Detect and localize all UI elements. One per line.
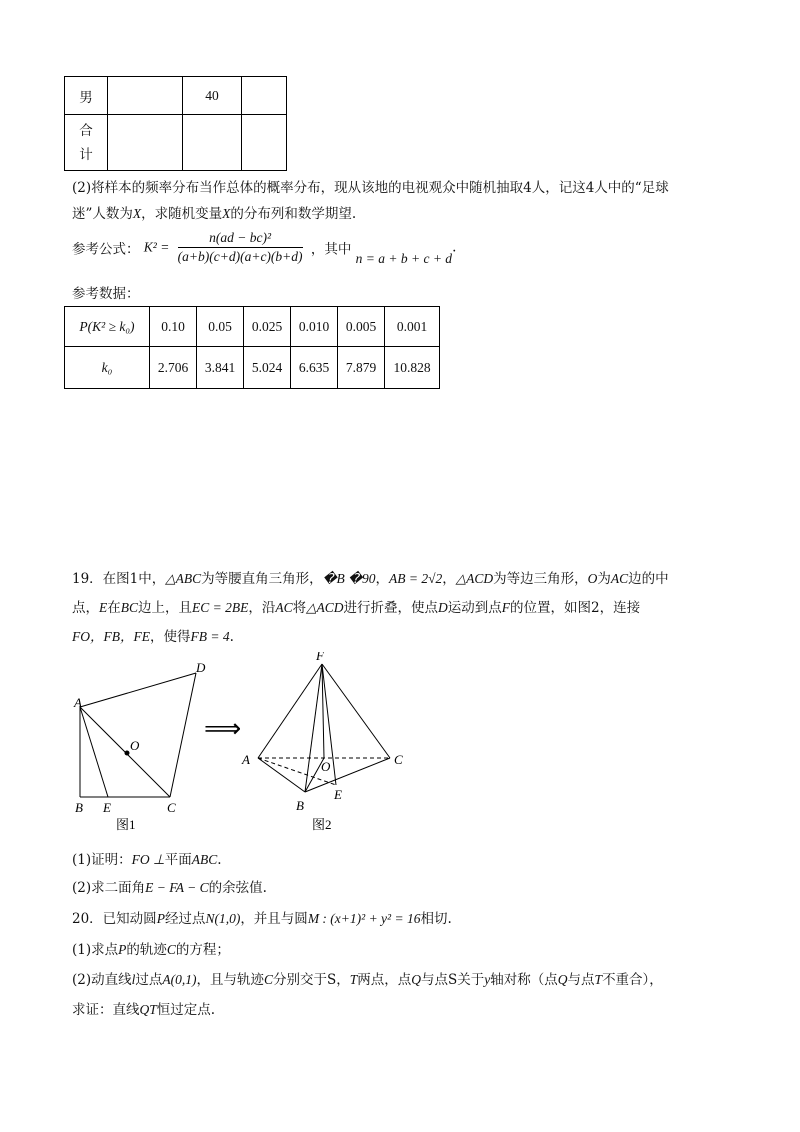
k-value: 6.635: [291, 347, 338, 389]
text: 边上，且: [138, 600, 193, 616]
table-cell: [108, 77, 183, 115]
var-x: X: [132, 206, 142, 221]
math: BC: [120, 600, 139, 615]
table-cell: [242, 77, 287, 115]
p-value: 0.005: [338, 307, 385, 347]
q20-line1: [72, 907, 452, 927]
text: ，: [375, 571, 389, 587]
p-value: 0.05: [197, 307, 244, 347]
text: ，且与轨迹: [196, 972, 265, 988]
q20-part2-line2: [72, 998, 215, 1018]
math: AC: [610, 571, 629, 586]
math: △ABC: [165, 571, 202, 586]
figures-svg: [60, 652, 440, 842]
total-label-1: 合: [79, 122, 93, 138]
math: △ACD: [306, 600, 344, 615]
text: ，: [442, 571, 456, 587]
gender-table: [64, 76, 287, 171]
q19-part2: [72, 876, 267, 896]
formula-fraction: [178, 230, 303, 265]
label-c: C: [167, 800, 176, 815]
text: 关于: [457, 972, 485, 988]
data-label: 参考数据：: [72, 286, 140, 302]
text: 相切.: [420, 911, 452, 927]
math: C: [166, 942, 176, 957]
text: 的分布列和数学期望.: [230, 206, 357, 222]
math: AC: [275, 600, 293, 615]
text: 平面: [164, 852, 192, 868]
text: 的轨迹: [126, 942, 167, 958]
formula-line: [72, 230, 456, 267]
math: FB = 4: [190, 629, 230, 644]
text: ，并且与圆: [240, 911, 308, 927]
k-value: 7.879: [338, 347, 385, 389]
formula-denominator: (a+b)(c+d)(a+c)(b+d): [177, 249, 303, 264]
var-x: X: [222, 206, 231, 221]
q19-line2: [72, 596, 640, 616]
math: l: [131, 972, 136, 987]
math: C: [264, 972, 274, 987]
p-value: 0.010: [291, 307, 338, 347]
math: T: [594, 972, 603, 987]
text: 为: [597, 571, 611, 587]
math: O: [587, 571, 598, 586]
label-o: O: [130, 738, 140, 753]
text: (1)证明：: [72, 852, 132, 868]
total-label-2: 计: [79, 146, 93, 162]
text: 点，: [72, 600, 99, 616]
text: ，沿: [248, 600, 276, 616]
text: 为等腰直角三角形，: [201, 571, 323, 587]
text: .: [229, 629, 234, 645]
math: E: [99, 600, 108, 615]
math: FO ⊥: [131, 852, 165, 867]
text: .: [217, 852, 222, 868]
math: P: [118, 942, 127, 957]
p-value: 0.025: [244, 307, 291, 347]
math: ABC: [191, 852, 218, 867]
text: 求证：直线: [72, 1002, 140, 1018]
text: 的位置，如图2，连接: [510, 600, 641, 616]
text: 过点: [135, 972, 163, 988]
math: A(0,1): [162, 972, 197, 987]
math: FO，FB，FE: [72, 629, 150, 644]
math: P: [156, 911, 165, 926]
math: E − FA − C: [145, 880, 209, 895]
ref-header-k: k₀: [65, 347, 150, 389]
label-b: B: [75, 800, 83, 815]
math: S: [448, 972, 458, 988]
text: 20．已知动圆: [72, 911, 157, 927]
math: S: [327, 972, 337, 988]
text: 运动到点: [447, 600, 502, 616]
text: 不重合），: [602, 972, 663, 988]
text: ，使得: [149, 629, 191, 645]
math: QT: [139, 1002, 157, 1017]
q20-part1: [72, 938, 230, 958]
text: 与点: [421, 972, 449, 988]
table-cell: [108, 115, 183, 171]
text: 恒过定点.: [156, 1002, 216, 1018]
text: 在: [107, 600, 121, 616]
math: EC = 2BE: [192, 600, 249, 615]
text: 经过点: [164, 911, 206, 927]
label-f: F: [316, 652, 324, 663]
q19-line1: [72, 567, 669, 587]
label-d: D: [196, 660, 206, 675]
arrow-icon: ⟹: [204, 714, 242, 743]
text: ，求随机变量: [141, 206, 223, 222]
math: y: [484, 972, 491, 987]
point-o: [125, 751, 130, 756]
text: ，: [336, 972, 350, 988]
k-value: 2.706: [150, 347, 197, 389]
text: 分别交于: [273, 972, 328, 988]
k-value: 5.024: [244, 347, 291, 389]
text: (2)动直线: [72, 972, 132, 988]
math: T: [349, 972, 358, 987]
text: 轴对称（点: [490, 972, 558, 988]
formula-label: 参考公式：: [72, 241, 140, 258]
text: 将: [292, 600, 307, 616]
figure-1: [80, 673, 196, 797]
math: AB = 2√2: [388, 571, 443, 586]
text: (2)求二面角: [72, 880, 146, 896]
math: N(1,0): [205, 911, 241, 926]
math: F: [501, 600, 511, 615]
table-cell: [242, 115, 287, 171]
text: 两点，点: [357, 972, 412, 988]
math: Q: [557, 972, 568, 987]
q19-line3: [72, 625, 234, 645]
q18-part2-line2: [72, 202, 356, 222]
formula-end: .: [452, 239, 457, 256]
text: 的余弦值.: [208, 880, 267, 896]
label-b2: B: [296, 798, 304, 813]
label-o2: O: [321, 759, 331, 774]
p-value: 0.10: [150, 307, 197, 347]
label-a: A: [74, 695, 82, 710]
math: �B �90: [322, 571, 376, 586]
label-e: E: [103, 800, 111, 815]
math: M : (x+1)² + y² = 16: [307, 911, 421, 926]
text: 与点: [567, 972, 595, 988]
text: 进行折叠，使点: [343, 600, 439, 616]
text: 为等边三角形，: [493, 571, 588, 587]
fig1-caption: 图1: [116, 817, 136, 832]
label-e2: E: [334, 787, 342, 802]
formula-where: ，其中: [310, 241, 352, 258]
math: D: [438, 600, 448, 615]
formula-numerator: n(ad − bc)²: [178, 230, 303, 248]
formula-n: n = a + b + c + d: [355, 251, 453, 266]
k-value: 3.841: [197, 347, 244, 389]
table-cell: [183, 115, 242, 171]
ref-header-p: P(K² ≥ k₀): [65, 307, 150, 347]
formula-lhs: K² =: [143, 239, 170, 255]
p-value: 0.001: [385, 307, 440, 347]
q18-part2-line1: (2)将样本的频率分布当作总体的概率分布，现从该地的电视观众中随机抽取4人，记这4人中的“足球: [72, 180, 669, 196]
label-c2: C: [394, 752, 403, 767]
reference-table: [64, 306, 440, 389]
text: 迷”人数为: [72, 206, 133, 222]
fig2-caption: 图2: [312, 817, 332, 832]
q19-part1: [72, 848, 222, 868]
table-cell: 男: [65, 77, 108, 115]
q20-part2-line1: [72, 968, 663, 988]
text: (1)求点: [72, 942, 119, 958]
text: 边的中: [628, 571, 669, 587]
math: △ACD: [455, 571, 494, 586]
table-cell: 40: [183, 77, 242, 115]
math: Q: [411, 972, 422, 987]
label-a2: A: [242, 752, 250, 767]
k-value: 10.828: [385, 347, 440, 389]
text: 的方程；: [175, 942, 230, 958]
text: 19．在图1中，: [72, 571, 166, 587]
table-cell: [65, 115, 108, 171]
